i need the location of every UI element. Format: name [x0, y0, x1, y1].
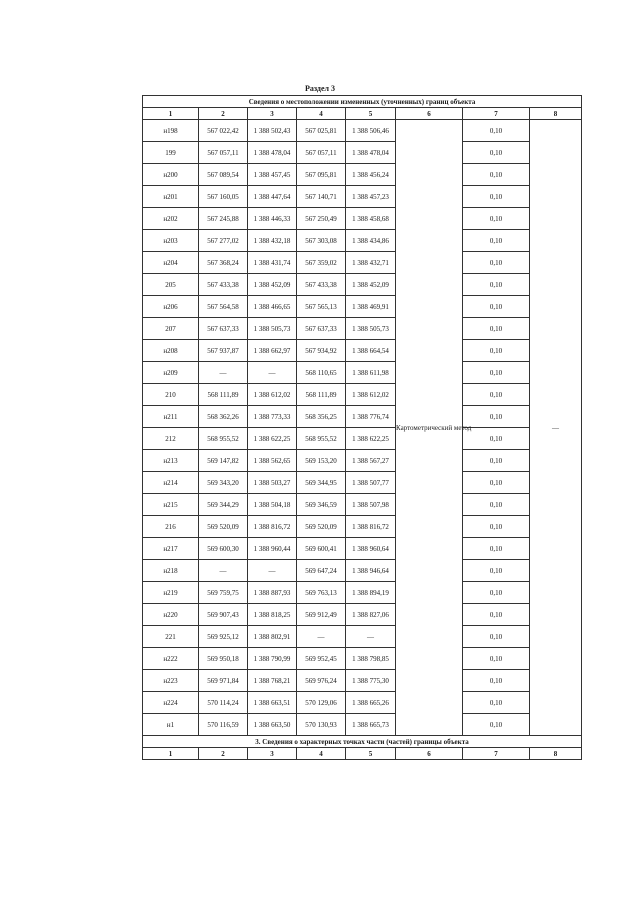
cell-col7: 0,10 [463, 450, 530, 472]
cell-col7: 0,10 [463, 384, 530, 406]
cell-col2: 568 955,52 [199, 428, 248, 450]
cell-col4: 569 344,95 [297, 472, 346, 494]
cell-col1: н201 [143, 186, 199, 208]
cell-col7: 0,10 [463, 428, 530, 450]
cell-col2: 567 564,58 [199, 296, 248, 318]
cell-col1: н206 [143, 296, 199, 318]
cell-col2: 569 971,84 [199, 670, 248, 692]
cell-col3: 1 388 452,09 [248, 274, 297, 296]
cell-col4: 569 647,24 [297, 560, 346, 582]
cell-col3: 1 388 466,65 [248, 296, 297, 318]
cell-col7: 0,10 [463, 142, 530, 164]
table-row [143, 318, 582, 340]
cell-col3: 1 388 768,21 [248, 670, 297, 692]
cell-col4: — [297, 626, 346, 648]
cell-col7: 0,10 [463, 252, 530, 274]
cell-col5: 1 388 664,54 [346, 340, 396, 362]
table-row [143, 472, 582, 494]
cell-col3: 1 388 960,44 [248, 538, 297, 560]
cell-col4: 569 952,45 [297, 648, 346, 670]
cell-col2: — [199, 362, 248, 384]
cell-col7: 0,10 [463, 318, 530, 340]
table-row [143, 538, 582, 560]
cell-col2: 567 245,88 [199, 208, 248, 230]
cell-col4: 567 140,71 [297, 186, 346, 208]
cell-col2: — [199, 560, 248, 582]
cell-col1: н209 [143, 362, 199, 384]
cell-col2: 569 950,18 [199, 648, 248, 670]
cell-col5: 1 388 827,06 [346, 604, 396, 626]
cell-col1: 216 [143, 516, 199, 538]
cell-col1: н211 [143, 406, 199, 428]
cell-col2: 570 114,24 [199, 692, 248, 714]
cell-col5: 1 388 452,09 [346, 274, 396, 296]
cell-col3: 1 388 612,02 [248, 384, 297, 406]
cell-col3: 1 388 887,93 [248, 582, 297, 604]
cell-col3: 1 388 662,97 [248, 340, 297, 362]
cell-col1: н202 [143, 208, 199, 230]
cell-col5: 1 388 816,72 [346, 516, 396, 538]
column-header: 3 [248, 108, 297, 120]
cell-col2: 567 089,54 [199, 164, 248, 186]
cell-col3: 1 388 457,45 [248, 164, 297, 186]
cell-col2: 569 147,82 [199, 450, 248, 472]
table-row [143, 252, 582, 274]
cell-col7: 0,10 [463, 120, 530, 142]
cell-col5: 1 388 612,02 [346, 384, 396, 406]
table-row [143, 186, 582, 208]
cell-col7: 0,10 [463, 560, 530, 582]
cell-col2: 567 937,87 [199, 340, 248, 362]
footer-column-header: 2 [199, 748, 248, 760]
cell-col3: 1 388 622,25 [248, 428, 297, 450]
table-row [143, 230, 582, 252]
cell-col2: 569 344,29 [199, 494, 248, 516]
cell-col5: 1 388 478,04 [346, 142, 396, 164]
cell-col3: 1 388 505,73 [248, 318, 297, 340]
cell-col5: 1 388 458,68 [346, 208, 396, 230]
cell-col3: 1 388 502,43 [248, 120, 297, 142]
cell-col2: 567 022,42 [199, 120, 248, 142]
cell-col4: 569 346,59 [297, 494, 346, 516]
cell-col7: 0,10 [463, 538, 530, 560]
column-header: 2 [199, 108, 248, 120]
column-header: 6 [396, 108, 463, 120]
cell-col7: 0,10 [463, 626, 530, 648]
footer-column-header: 3 [248, 748, 297, 760]
cell-col3: 1 388 818,25 [248, 604, 297, 626]
cell-col7: 0,10 [463, 494, 530, 516]
cell-col2: 567 433,38 [199, 274, 248, 296]
cell-col7: 0,10 [463, 362, 530, 384]
cell-col4: 568 356,25 [297, 406, 346, 428]
cell-col5: 1 388 798,85 [346, 648, 396, 670]
cell-col3: 1 388 790,99 [248, 648, 297, 670]
cell-col4: 569 520,09 [297, 516, 346, 538]
cell-col1: н203 [143, 230, 199, 252]
cell-col7: 0,10 [463, 648, 530, 670]
cell-col5: 1 388 469,91 [346, 296, 396, 318]
table-row [143, 340, 582, 362]
cell-col3: 1 388 802,91 [248, 626, 297, 648]
cell-col5: 1 388 432,71 [346, 252, 396, 274]
cell-col5: 1 388 775,30 [346, 670, 396, 692]
cell-col3: 1 388 773,33 [248, 406, 297, 428]
table-row [143, 604, 582, 626]
cell-col4: 568 110,65 [297, 362, 346, 384]
table-row [143, 428, 582, 450]
table-row [143, 384, 582, 406]
cell-col1: н218 [143, 560, 199, 582]
footer-column-header: 7 [463, 748, 530, 760]
cell-col4: 567 057,11 [297, 142, 346, 164]
footer-column-header: 1 [143, 748, 199, 760]
cell-col1: н224 [143, 692, 199, 714]
cell-col7: 0,10 [463, 340, 530, 362]
column-header: 4 [297, 108, 346, 120]
cell-col2: 570 116,59 [199, 714, 248, 736]
cell-col4: 567 095,81 [297, 164, 346, 186]
cell-col3: — [248, 560, 297, 582]
cell-col1: 199 [143, 142, 199, 164]
footer-column-header: 6 [396, 748, 463, 760]
cell-col4: 570 130,93 [297, 714, 346, 736]
footer-column-header: 8 [530, 748, 582, 760]
cell-col1: 212 [143, 428, 199, 450]
cell-col5: 1 388 960,64 [346, 538, 396, 560]
cell-col1: н219 [143, 582, 199, 604]
cell-col7: 0,10 [463, 516, 530, 538]
cell-col5: 1 388 946,64 [346, 560, 396, 582]
cell-col4: 569 153,20 [297, 450, 346, 472]
cell-col5: 1 388 665,26 [346, 692, 396, 714]
cell-col5: 1 388 611,98 [346, 362, 396, 384]
cell-col4: 569 600,41 [297, 538, 346, 560]
cell-col1: н220 [143, 604, 199, 626]
table-row [143, 274, 582, 296]
cell-col7: 0,10 [463, 604, 530, 626]
boundary-table [142, 95, 582, 760]
cell-col1: н204 [143, 252, 199, 274]
cell-col3: 1 388 431,74 [248, 252, 297, 274]
cell-col5: 1 388 894,19 [346, 582, 396, 604]
table-row [143, 494, 582, 516]
cell-col1: 205 [143, 274, 199, 296]
cell-col7: 0,10 [463, 208, 530, 230]
cell-col5: 1 388 506,46 [346, 120, 396, 142]
cell-col1: н213 [143, 450, 199, 472]
table-row [143, 208, 582, 230]
column-header: 5 [346, 108, 396, 120]
cell-col1: н200 [143, 164, 199, 186]
cell-col3: 1 388 447,64 [248, 186, 297, 208]
cell-col3: — [248, 362, 297, 384]
cell-col5: 1 388 507,77 [346, 472, 396, 494]
cell-col7: 0,10 [463, 274, 530, 296]
cell-col3: 1 388 478,04 [248, 142, 297, 164]
cell-col1: н223 [143, 670, 199, 692]
cell-col2: 567 160,05 [199, 186, 248, 208]
footer-column-header: 4 [297, 748, 346, 760]
cell-col4: 569 976,24 [297, 670, 346, 692]
cell-col5: 1 388 456,24 [346, 164, 396, 186]
table-row [143, 362, 582, 384]
cell-col3: 1 388 432,18 [248, 230, 297, 252]
table-row [143, 450, 582, 472]
cell-col7: 0,10 [463, 296, 530, 318]
subsection-heading: 3. Сведения о характерных точках части (частей) границы объекта [143, 736, 582, 748]
cell-col5: 1 388 776,74 [346, 406, 396, 428]
column-header: 1 [143, 108, 199, 120]
column-header: 7 [463, 108, 530, 120]
cell-col2: 569 343,20 [199, 472, 248, 494]
cell-col1: н214 [143, 472, 199, 494]
cell-col7: 0,10 [463, 472, 530, 494]
cell-col2: 569 520,09 [199, 516, 248, 538]
cell-col5: 1 388 622,25 [346, 428, 396, 450]
cell-col2: 567 368,24 [199, 252, 248, 274]
table-row [143, 142, 582, 164]
cell-col4: 567 025,81 [297, 120, 346, 142]
cell-col1: н198 [143, 120, 199, 142]
table-row [143, 406, 582, 428]
cell-col4: 567 565,13 [297, 296, 346, 318]
column-header: 8 [530, 108, 582, 120]
cell-col7: 0,10 [463, 164, 530, 186]
cell-col1: 207 [143, 318, 199, 340]
cell-col3: 1 388 503,27 [248, 472, 297, 494]
table-row [143, 582, 582, 604]
cell-col7: 0,10 [463, 582, 530, 604]
table-row [143, 296, 582, 318]
cell-col5: 1 388 507,98 [346, 494, 396, 516]
cell-col2: 568 362,26 [199, 406, 248, 428]
cell-col4: 567 359,02 [297, 252, 346, 274]
table-row [143, 164, 582, 186]
cell-col7: 0,10 [463, 186, 530, 208]
table-row [143, 120, 582, 142]
cell-col2: 569 925,12 [199, 626, 248, 648]
cell-col7: 0,10 [463, 714, 530, 736]
cell-col5: 1 388 567,27 [346, 450, 396, 472]
table-row [143, 692, 582, 714]
cell-col1: н215 [143, 494, 199, 516]
cell-col4: 567 433,38 [297, 274, 346, 296]
column8-cell: — [530, 120, 582, 736]
table-row [143, 714, 582, 736]
cell-col3: 1 388 504,18 [248, 494, 297, 516]
table-row [143, 560, 582, 582]
cell-col5: 1 388 505,73 [346, 318, 396, 340]
table-row [143, 670, 582, 692]
method-cell: Картометрический метод [396, 120, 463, 736]
cell-col4: 567 250,49 [297, 208, 346, 230]
cell-col3: 1 388 446,33 [248, 208, 297, 230]
cell-col4: 567 637,33 [297, 318, 346, 340]
cell-col1: н208 [143, 340, 199, 362]
cell-col4: 568 955,52 [297, 428, 346, 450]
cell-col4: 569 763,13 [297, 582, 346, 604]
cell-col2: 569 600,30 [199, 538, 248, 560]
cell-col3: 1 388 663,51 [248, 692, 297, 714]
cell-col4: 569 912,49 [297, 604, 346, 626]
footer-column-header: 5 [346, 748, 396, 760]
cell-col2: 569 759,75 [199, 582, 248, 604]
cell-col7: 0,10 [463, 670, 530, 692]
cell-col2: 569 907,43 [199, 604, 248, 626]
footer-column-row [143, 748, 582, 760]
cell-col7: 0,10 [463, 230, 530, 252]
cell-col2: 568 111,89 [199, 384, 248, 406]
cell-col1: н1 [143, 714, 199, 736]
table-heading: Сведения о местоположении измененных (уточненных) границ объекта [143, 96, 582, 108]
cell-col5: — [346, 626, 396, 648]
cell-col2: 567 637,33 [199, 318, 248, 340]
table-row [143, 516, 582, 538]
cell-col1: 210 [143, 384, 199, 406]
cell-col3: 1 388 663,50 [248, 714, 297, 736]
table-row [143, 626, 582, 648]
cell-col7: 0,10 [463, 406, 530, 428]
cell-col4: 567 303,08 [297, 230, 346, 252]
table-row [143, 648, 582, 670]
cell-col4: 570 129,06 [297, 692, 346, 714]
cell-col4: 567 934,92 [297, 340, 346, 362]
cell-col1: 221 [143, 626, 199, 648]
cell-col5: 1 388 665,73 [346, 714, 396, 736]
section-title: Раздел 3 [304, 84, 336, 93]
cell-col2: 567 277,02 [199, 230, 248, 252]
cell-col2: 567 057,11 [199, 142, 248, 164]
cell-col7: 0,10 [463, 692, 530, 714]
column-header-row [143, 108, 582, 120]
cell-col3: 1 388 816,72 [248, 516, 297, 538]
cell-col1: н222 [143, 648, 199, 670]
cell-col4: 568 111,89 [297, 384, 346, 406]
cell-col5: 1 388 457,23 [346, 186, 396, 208]
cell-col3: 1 388 562,65 [248, 450, 297, 472]
cell-col1: н217 [143, 538, 199, 560]
cell-col5: 1 388 434,86 [346, 230, 396, 252]
